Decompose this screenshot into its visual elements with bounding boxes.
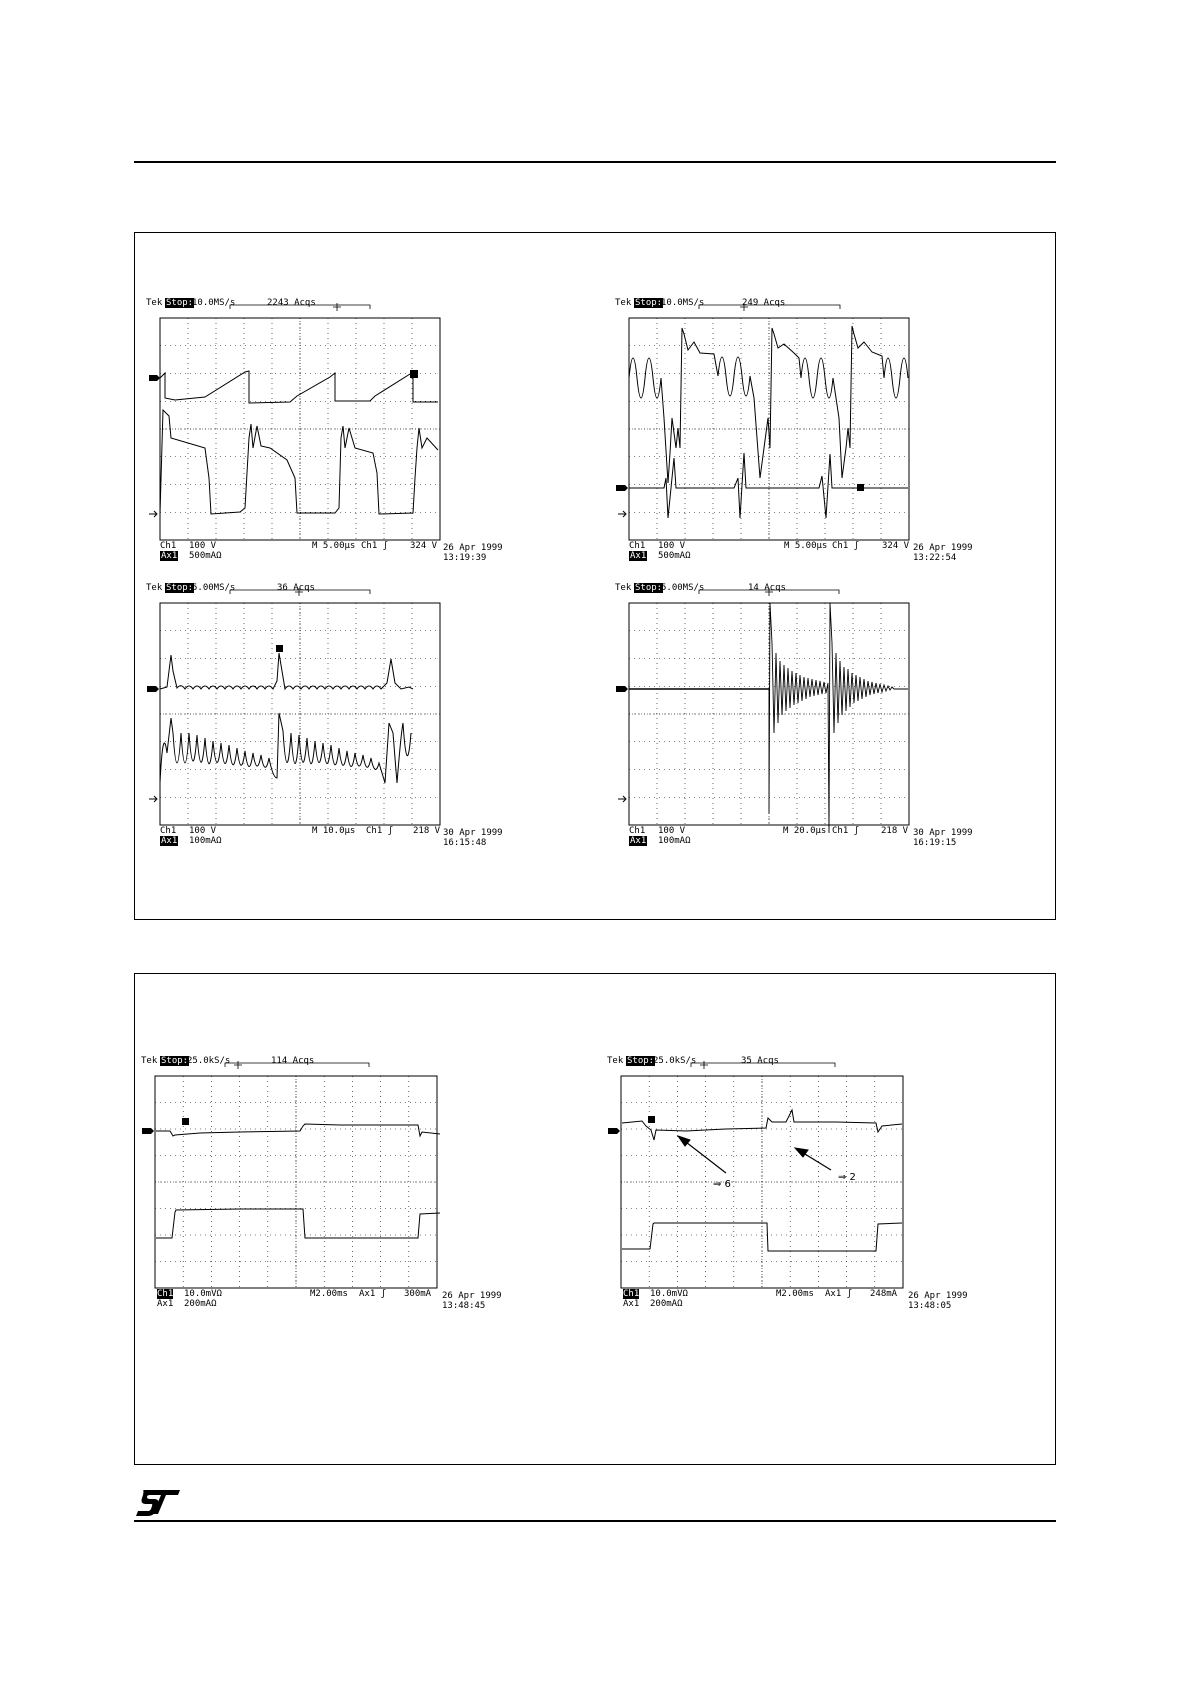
scope-ch1-scale: 100 V xyxy=(189,826,217,836)
scope-4 xyxy=(614,583,974,848)
record-bar xyxy=(230,303,370,311)
scope-ch1: Ch1 xyxy=(629,541,646,551)
scope-date: 30 Apr 1999 xyxy=(913,828,973,838)
trace-current xyxy=(160,371,438,403)
scope-ax1: Ax1 xyxy=(630,551,647,561)
scope-ax1-scale: 100mAΩ xyxy=(658,836,691,846)
marker-A1 xyxy=(149,375,160,381)
scope-sample-rate: 5.00MS/s xyxy=(192,583,236,593)
trigger-T xyxy=(276,645,283,652)
scope-acqs: 249 Acqs xyxy=(742,298,786,308)
record-bar xyxy=(699,303,840,311)
scope-screen xyxy=(614,583,974,848)
trigger-T xyxy=(648,1116,655,1123)
scope-ch1: Ch1 xyxy=(623,1289,640,1299)
annotation-2: ⇒ 2 xyxy=(838,1172,856,1183)
scope-ax1: Ax1 xyxy=(161,836,178,846)
scope-trigger-level: 324 V xyxy=(410,541,438,551)
scope-acqs: 35 Acqs xyxy=(741,1056,779,1066)
annotation-6: ⇒ 6 xyxy=(713,1179,731,1190)
scope-stop-badge: Stop: xyxy=(166,583,194,593)
scope-ax1-scale: 500mAΩ xyxy=(189,551,222,561)
scope-trigger-level: 218 V xyxy=(413,826,441,836)
scope-trigger-level: 300mA xyxy=(404,1289,432,1299)
scope-trigger-source: Ch1 ʃ xyxy=(361,541,389,551)
marker-1 xyxy=(149,511,157,517)
scope-trigger-level: 218 V xyxy=(881,826,909,836)
scope-ch1-scale: 100 V xyxy=(658,541,686,551)
scope-timebase: M2.00ms xyxy=(776,1289,814,1299)
scope-ax1-scale: 100mAΩ xyxy=(189,836,222,846)
marker-A1 xyxy=(147,686,159,692)
scope-5 xyxy=(140,1056,510,1321)
scope-acqs: 114 Acqs xyxy=(271,1056,315,1066)
arrow-2 xyxy=(795,1148,831,1170)
arrow-6 xyxy=(678,1136,726,1173)
scope-ch1-scale: 10.0mVΩ xyxy=(650,1289,688,1299)
scope-trigger-source: Ch1 ʃ xyxy=(366,826,394,836)
st-logo-icon xyxy=(134,1488,182,1518)
scope-timebase: M 5.00µs xyxy=(784,541,828,551)
scope-stop-badge: Stop: xyxy=(166,298,194,308)
scope-time: 13:48:45 xyxy=(442,1301,486,1311)
scope-tek: Tek xyxy=(607,1056,624,1066)
scope-ch1: Ch1 xyxy=(157,1289,174,1299)
record-bar xyxy=(230,588,370,596)
scope-ch1: Ch1 xyxy=(160,541,177,551)
scope-6 xyxy=(606,1056,976,1321)
trigger-T xyxy=(857,484,864,491)
scope-stop-badge: Stop: xyxy=(635,583,663,593)
scope-sample-rate: 10.0MS/s xyxy=(192,298,236,308)
scope-ch1-scale: 100 V xyxy=(658,826,686,836)
marker-1 xyxy=(618,511,626,517)
scope-ax1: Ax1 xyxy=(623,1299,640,1309)
scope-trigger-source: Ax1 ʃ xyxy=(825,1289,853,1299)
scope-sample-rate: 25.0kS/s xyxy=(653,1056,697,1066)
scope-acqs: 14 Acqs xyxy=(748,583,786,593)
scope-acqs: 36 Acqs xyxy=(277,583,315,593)
scope-date: 26 Apr 1999 xyxy=(913,543,973,553)
scope-screen xyxy=(145,298,505,563)
scope-tek: Tek xyxy=(141,1056,158,1066)
scope-ch1-scale: 100 V xyxy=(189,541,217,551)
scope-2 xyxy=(614,298,974,563)
scope-stop-badge: Stop: xyxy=(627,1056,655,1066)
record-bar xyxy=(225,1061,369,1069)
scope-tek: Tek xyxy=(146,298,163,308)
scope-timebase: M 20.0µs xyxy=(783,826,827,836)
scope-sample-rate: 10.0MS/s xyxy=(661,298,705,308)
scope-tek: Tek xyxy=(615,298,632,308)
scope-1 xyxy=(145,298,505,563)
trace-ch1 xyxy=(156,1124,440,1136)
marker-A1 xyxy=(616,686,628,692)
scope-grid xyxy=(160,318,440,540)
scope-grid xyxy=(160,603,440,825)
scope-date: 26 Apr 1999 xyxy=(443,543,503,553)
marker-1 xyxy=(149,796,157,802)
scope-ch1-scale: 10.0mVΩ xyxy=(184,1289,222,1299)
marker-1 xyxy=(618,796,626,802)
scope-acqs: 2243 Acqs xyxy=(267,298,316,308)
trace-ax1 xyxy=(156,1209,440,1238)
scope-screen xyxy=(614,298,974,563)
scope-stop-badge: Stop: xyxy=(161,1056,189,1066)
trace-voltage xyxy=(160,410,438,514)
scope-stop-badge: Stop: xyxy=(635,298,663,308)
scope-sample-rate: 25.0kS/s xyxy=(187,1056,231,1066)
scope-tek: Tek xyxy=(146,583,163,593)
scope-screen xyxy=(606,1056,976,1321)
trace-current xyxy=(629,453,908,518)
record-bar xyxy=(699,588,839,596)
scope-grid xyxy=(155,1076,437,1288)
scope-time: 16:15:48 xyxy=(443,838,487,848)
scope-ch1: Ch1 xyxy=(160,826,177,836)
scope-date: 30 Apr 1999 xyxy=(443,828,503,838)
scope-ax1-scale: 500mAΩ xyxy=(658,551,691,561)
scope-ax1: Ax1 xyxy=(161,551,178,561)
scope-ax1: Ax1 xyxy=(157,1299,174,1309)
scope-ax1: Ax1 xyxy=(630,836,647,846)
scope-trigger-source: Ch1 ʃ xyxy=(832,541,860,551)
scope-screen xyxy=(140,1056,510,1321)
scope-time: 13:22:54 xyxy=(913,553,957,563)
record-bar xyxy=(691,1061,835,1069)
marker-1 xyxy=(608,1128,620,1134)
scope-ax1-scale: 200mAΩ xyxy=(650,1299,683,1309)
footer-rule xyxy=(134,1520,1056,1522)
scope-grid xyxy=(621,1076,903,1288)
scope-time: 13:48:05 xyxy=(908,1301,952,1311)
trace-voltage xyxy=(160,713,411,783)
marker-1 xyxy=(142,1128,154,1134)
scope-ch1: Ch1 xyxy=(629,826,646,836)
scope-sample-rate: 5.00MS/s xyxy=(661,583,705,593)
scope-time: 13:19:39 xyxy=(443,553,487,563)
header-rule xyxy=(134,161,1056,163)
scope-tek: Tek xyxy=(615,583,632,593)
scope-time: 16:19:15 xyxy=(913,838,957,848)
scope-timebase: M 10.0µs xyxy=(312,826,356,836)
scope-trigger-source: Ax1 ʃ xyxy=(359,1289,387,1299)
marker-A1 xyxy=(616,485,628,491)
scope-date: 26 Apr 1999 xyxy=(442,1291,502,1301)
scope-trigger-level: 248mA xyxy=(870,1289,898,1299)
trigger-T xyxy=(410,370,418,378)
scope-date: 26 Apr 1999 xyxy=(908,1291,968,1301)
scope-3 xyxy=(145,583,505,848)
scope-timebase: M2.00ms xyxy=(310,1289,348,1299)
trace-voltage xyxy=(629,326,908,483)
trace-ring xyxy=(769,603,908,833)
scope-screen xyxy=(145,583,505,848)
scope-trigger-level: 324 V xyxy=(882,541,910,551)
scope-ax1-scale: 200mAΩ xyxy=(184,1299,217,1309)
scope-trigger-source: Ch1 ʃ xyxy=(832,826,860,836)
scope-timebase: M 5.00µs xyxy=(312,541,356,551)
trigger-T xyxy=(182,1118,189,1125)
